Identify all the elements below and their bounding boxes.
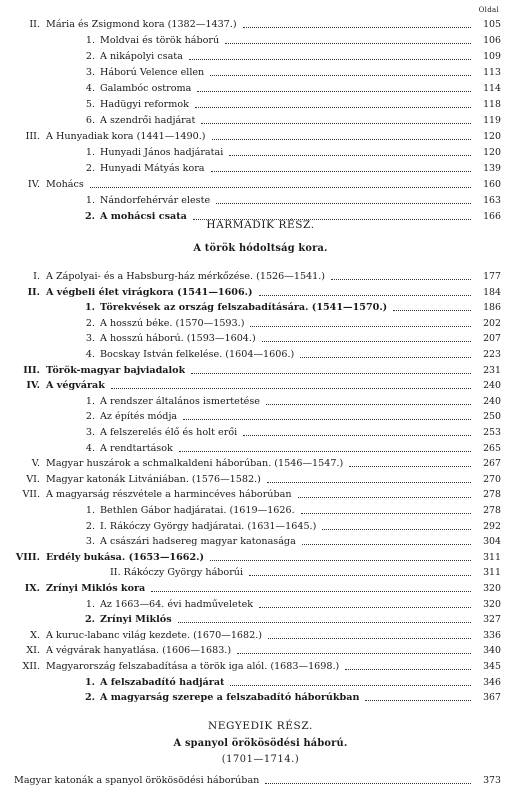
dot-leader	[210, 74, 471, 76]
toc-row-page: 109	[483, 51, 501, 62]
dot-leader	[250, 325, 471, 327]
dot-leader	[345, 668, 471, 670]
toc-row-page: 114	[483, 83, 501, 94]
toc-row-title: Zrínyi Miklós	[100, 614, 172, 626]
toc-row-number: XI.	[26, 645, 40, 657]
toc-row-number: 1.	[85, 35, 95, 46]
toc-row-number: VIII.	[15, 551, 40, 563]
toc-row	[0, 194, 501, 207]
toc-row-title: Magyar huszárok a schmalkaldeni háborúban. (1546—1547.)	[46, 458, 344, 470]
toc-row-page: 184	[483, 286, 501, 298]
toc-row-number: 2.	[84, 211, 95, 222]
toc-row-title: Magyar katonák a spanyol örökösödési háborúban	[14, 775, 260, 786]
toc-row-title: A kuruc-labanc világ kezdete. (1670—1682.)	[46, 629, 263, 641]
toc-row-title: A rendszer általános ismertetése	[100, 395, 260, 407]
dot-leader	[211, 170, 471, 172]
dot-leader	[179, 450, 471, 452]
toc-row-number: 2.	[85, 411, 95, 423]
dot-leader	[191, 372, 471, 374]
toc-row-page: 367	[483, 692, 501, 704]
toc-row-title: Moldvai és török háború	[100, 35, 220, 46]
dot-leader	[189, 58, 471, 60]
toc-row-page: 340	[483, 645, 501, 657]
toc-row-title: A hosszú béke. (1570—1593.)	[100, 317, 245, 329]
toc-row-title: I. Rákóczy György hadjáratai. (1631—1645.)	[100, 520, 317, 532]
toc-row-title: Az építés módja	[100, 411, 178, 423]
toc-row-title: A Zápolyai- és a Habsburg-ház mérkőzése. (1526—1541.)	[46, 271, 326, 282]
toc-row-page: 160	[483, 179, 501, 190]
toc-row-title: Hadügyi reformok	[100, 99, 189, 110]
toc-row-number: 6.	[85, 115, 95, 126]
toc-row-page: 292	[483, 520, 501, 532]
toc-row-number: 1.	[85, 598, 95, 610]
toc-row-title: A felszabadító hadjárat	[100, 676, 225, 688]
toc-row	[0, 162, 501, 175]
dot-leader	[302, 543, 471, 545]
dot-leader	[225, 42, 471, 44]
toc-row-page: 250	[483, 411, 501, 423]
toc-row-number: VI.	[26, 473, 40, 485]
toc-row-title: A nikápolyi csata	[100, 51, 183, 62]
toc-row	[0, 379, 501, 392]
toc-row-page: 327	[483, 614, 501, 626]
toc-row-title: Nándorfehérvár eleste	[100, 195, 211, 206]
toc-row-page: 240	[483, 395, 501, 407]
toc-row-page: 207	[483, 333, 501, 345]
toc-row-page: 139	[483, 163, 501, 174]
dot-leader	[212, 138, 471, 140]
toc-row-title: A végvárak hanyatlása. (1606—1683.)	[46, 645, 232, 657]
toc-row-number: IV.	[27, 179, 40, 190]
dot-leader	[322, 528, 471, 530]
toc-row-page: 240	[483, 380, 501, 392]
toc-row-title: Mohács	[46, 179, 84, 190]
toc-row-page: 336	[483, 629, 501, 641]
toc-row	[0, 676, 501, 689]
dot-leader	[197, 90, 471, 92]
dot-leader	[151, 590, 471, 592]
toc-row-page: 231	[483, 364, 501, 376]
page-column-header: Oldal	[478, 6, 499, 14]
dot-leader	[349, 465, 471, 467]
toc-row-number: 1.	[85, 195, 95, 206]
toc-row-title: Hunyadi Mátyás kora	[100, 163, 205, 174]
toc-row	[0, 178, 501, 191]
toc-row	[0, 520, 501, 533]
dot-leader	[90, 186, 471, 188]
toc-row	[0, 457, 501, 470]
toc-row-number: 4.	[85, 442, 95, 454]
toc-row-number: I.	[33, 271, 40, 282]
dot-leader	[262, 340, 471, 342]
toc-row-title: A magyarság szerepe a felszabadító háborúkban	[100, 692, 360, 704]
dot-leader	[210, 559, 471, 561]
toc-row-number: 1.	[85, 395, 95, 407]
toc-row-title: A Hunyadiak kora (1441—1490.)	[46, 131, 206, 142]
toc-row-page: 223	[483, 349, 501, 360]
dot-leader	[393, 309, 471, 311]
part3-title: HARMADIK RÉSZ.	[206, 219, 315, 231]
toc-row	[0, 660, 501, 673]
toc-row-page: 202	[483, 317, 501, 329]
toc-row-page: 253	[483, 427, 501, 438]
toc-row	[0, 301, 501, 314]
toc-row-page: 270	[483, 473, 501, 485]
dot-leader	[259, 606, 471, 608]
toc-row-page: 373	[483, 775, 501, 786]
toc-row-number: II.	[27, 286, 40, 298]
dot-leader	[266, 403, 471, 405]
toc-row	[0, 582, 501, 595]
toc-row	[0, 50, 501, 63]
toc-row-number: 1.	[85, 147, 95, 158]
toc-row-page: 118	[483, 99, 501, 110]
dot-leader	[259, 294, 471, 296]
toc-row-number: 2.	[85, 520, 95, 532]
toc-row-title: Magyar katonák Litvániában. (1576—1582.)	[46, 473, 261, 485]
toc-row-title: Török-magyar bajviadalok	[46, 364, 186, 376]
toc-row-title: A hosszú háború. (1593—1604.)	[100, 333, 256, 345]
toc-row	[0, 317, 501, 330]
toc-row	[0, 442, 501, 455]
toc-row-title: Törekvések az ország felszabadítására. (1541—1570.)	[100, 302, 388, 314]
toc-row	[0, 410, 501, 423]
dot-leader	[178, 621, 471, 623]
toc-row-number: 2.	[84, 614, 95, 626]
toc-row-number: 3.	[85, 536, 95, 548]
toc-row	[0, 146, 501, 159]
toc-row-page: 278	[483, 489, 501, 501]
toc-row-page: 120	[483, 147, 501, 158]
toc-row-number: IX.	[24, 583, 40, 594]
toc-row	[0, 629, 501, 642]
toc-row	[0, 34, 501, 47]
toc-row-page: 320	[483, 583, 501, 594]
dot-leader	[249, 574, 471, 576]
part4-title: NEGYEDIK RÉSZ.	[207, 720, 313, 732]
toc-row	[0, 270, 501, 283]
toc-row-page: 265	[483, 442, 501, 454]
toc-row-title: Háború Velence ellen	[100, 67, 205, 78]
toc-row-number: V.	[31, 458, 40, 470]
toc-row-title: A császári hadsereg magyar katonasága	[100, 536, 296, 548]
toc-row	[0, 598, 501, 611]
toc-row-number: III.	[23, 364, 40, 376]
toc-row-number: III.	[25, 131, 40, 142]
toc-row-page: 267	[483, 458, 501, 470]
dot-leader	[183, 418, 471, 420]
part3-subtitle: A török hódoltság kora.	[193, 243, 328, 254]
toc-row-number: 2.	[84, 692, 95, 704]
dot-leader	[268, 637, 471, 639]
dot-leader	[243, 26, 471, 28]
toc-row	[0, 613, 501, 626]
toc-row	[0, 566, 501, 579]
toc-row-title: A rendtartások	[100, 442, 173, 454]
toc-row-page: 311	[483, 551, 501, 563]
toc-row-title: A magyarság részvétele a harmincéves háborúban	[46, 489, 292, 501]
toc-row	[0, 535, 501, 548]
toc-row-number: 5.	[85, 99, 95, 110]
toc-row-number: 4.	[85, 83, 95, 94]
toc-row-page: 186	[483, 302, 501, 314]
dot-leader	[301, 512, 471, 514]
toc-row-title: Bocskay István felkelése. (1604—1606.)	[100, 349, 295, 360]
dot-leader	[229, 154, 471, 156]
toc-row	[0, 426, 501, 439]
toc-row-page: 119	[483, 115, 501, 126]
toc-row-title: Mária és Zsigmond kora (1382—1437.)	[46, 19, 237, 30]
toc-row-page: 345	[483, 661, 501, 672]
toc-row	[0, 98, 501, 111]
toc-row-page: 163	[483, 195, 501, 206]
dot-leader	[195, 106, 471, 108]
toc-row	[0, 644, 501, 657]
toc-row	[0, 18, 501, 31]
toc-row-title: A mohácsi csata	[100, 211, 187, 222]
dot-leader	[298, 496, 471, 498]
dot-leader	[230, 684, 471, 686]
toc-row-number: VII.	[22, 489, 40, 501]
toc-row-page: 320	[483, 598, 501, 610]
toc-row-title: Az 1663—64. évi hadműveletek	[100, 598, 254, 610]
toc-row-title: Bethlen Gábor hadjáratai. (1619—1626.	[100, 505, 295, 516]
toc-row-page: 278	[483, 505, 501, 516]
dot-leader	[300, 356, 471, 358]
toc-row-page: 106	[483, 35, 501, 46]
toc-row	[0, 691, 501, 704]
toc-row	[0, 114, 501, 127]
toc-row	[0, 332, 501, 345]
toc-row-title: A végbeli élet virágkora (1541—1606.)	[46, 286, 253, 298]
toc-row-page: 120	[483, 131, 501, 142]
part4-subtitle: A spanyol örökösödési háború.	[173, 738, 348, 749]
dot-leader	[216, 202, 471, 204]
toc-row-number: 1.	[84, 302, 95, 314]
toc-row-number: XII.	[22, 661, 40, 672]
toc-row-title: Zrínyi Miklós kora	[46, 583, 146, 594]
toc-row	[0, 286, 501, 299]
toc-row-number: 4.	[85, 349, 95, 360]
toc-row-number: 3.	[85, 427, 95, 438]
toc-row-title: Magyarország felszabadítása a török iga alól. (1683—1698.)	[46, 661, 340, 672]
toc-row-title: Erdély bukása. (1653—1662.)	[46, 551, 204, 563]
toc-row	[0, 130, 501, 143]
toc-row-number: 1.	[84, 676, 95, 688]
toc-row	[0, 473, 501, 486]
dot-leader	[243, 434, 471, 436]
dot-leader	[237, 652, 471, 654]
toc-row	[0, 364, 501, 377]
dot-leader	[331, 278, 471, 280]
toc-row-page: 177	[483, 271, 501, 282]
dot-leader	[265, 782, 471, 784]
toc-row-number: 2.	[85, 317, 95, 329]
dot-leader	[365, 699, 471, 701]
toc-row	[0, 774, 501, 787]
toc-row-page: 166	[483, 211, 501, 222]
toc-row	[0, 395, 501, 408]
toc-row-number: X.	[30, 629, 40, 641]
toc-row-title: A felszerelés élő és holt erői	[100, 427, 238, 438]
toc-row-number: 2.	[85, 163, 95, 174]
toc-row	[0, 348, 501, 361]
toc-row-page: 105	[483, 19, 501, 30]
toc-row-title: Galambóc ostroma	[100, 83, 192, 94]
toc-row	[0, 66, 501, 79]
toc-row-title: A szendrői hadjárat	[100, 115, 196, 126]
toc-row-number: 3.	[85, 67, 95, 78]
toc-row	[0, 504, 501, 517]
part4-dates: (1701—1714.)	[221, 754, 300, 765]
toc-row-page: 113	[483, 67, 501, 78]
toc-row	[0, 551, 501, 564]
toc-row	[0, 82, 501, 95]
toc-row-number: II.	[29, 19, 40, 30]
toc-row	[0, 488, 501, 501]
toc-row-page: 304	[483, 536, 501, 548]
toc-row-title: Hunyadi János hadjáratai	[100, 147, 224, 158]
toc-row-title: II. Rákóczy György háborúi	[110, 567, 244, 579]
toc-row-number: 1.	[85, 505, 95, 516]
dot-leader	[111, 387, 471, 389]
toc-row-page: 346	[483, 676, 501, 688]
toc-row-number: IV.	[26, 380, 40, 392]
dot-leader	[201, 122, 471, 124]
toc-row-title: A végvárak	[46, 380, 105, 392]
toc-row-page: 311	[483, 567, 501, 579]
toc-row-number: 3.	[85, 333, 95, 345]
dot-leader	[267, 481, 471, 483]
toc-row-number: 2.	[85, 51, 95, 62]
